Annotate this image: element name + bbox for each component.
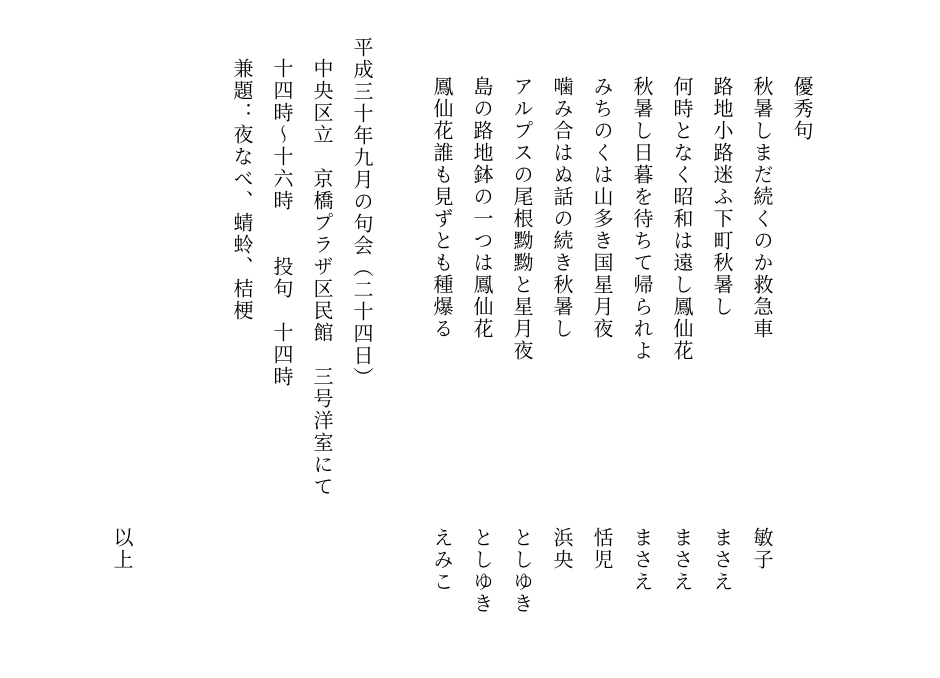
meeting-venue: 中央区立 京橋プラザ区民館 三号洋室にて [310,58,334,498]
haiku-verse: 鳳仙花誰も見ずとも種爆る [430,76,454,340]
haiku-author: えみこ [430,527,454,593]
haiku-verse: 秋暑しまだ続くのか救急車 [750,76,774,340]
meeting-time: 十四時〜十六時 投句 十四時 [270,58,294,388]
haiku-author: 敏子 [750,527,774,571]
haiku-verse: 秋暑し日暮を待ちて帰られよ [630,76,654,362]
haiku-author: まさえ [670,527,694,593]
haiku-verse: みちのくは山多き国星月夜 [590,76,614,340]
meeting-date: 平成三十年九月の句会（二十四日） [350,37,374,389]
haiku-verse: 島の路地鉢の一つは鳳仙花 [470,76,494,340]
haiku-verse: 路地小路迷ふ下町秋暑し [710,76,734,318]
haiku-verse: 噛み合はぬ話の続き秋暑し [550,76,574,340]
haiku-author: まさえ [630,527,654,593]
haiku-author: としゆき [470,527,494,615]
haiku-verse: アルプスの尾根黝黝と星月夜 [510,76,534,362]
meeting-themes: 兼題：夜なべ、蜻蛉、桔梗 [230,58,254,322]
haiku-verse: 何時となく昭和は遠し鳳仙花 [670,76,694,362]
closing-mark: 以上 [110,527,134,571]
section-heading: 優秀句 [790,76,814,142]
haiku-author: としゆき [510,527,534,615]
haiku-author: まさえ [710,527,734,593]
haiku-author: 浜央 [550,527,574,571]
haiku-author: 恬児 [590,527,614,571]
